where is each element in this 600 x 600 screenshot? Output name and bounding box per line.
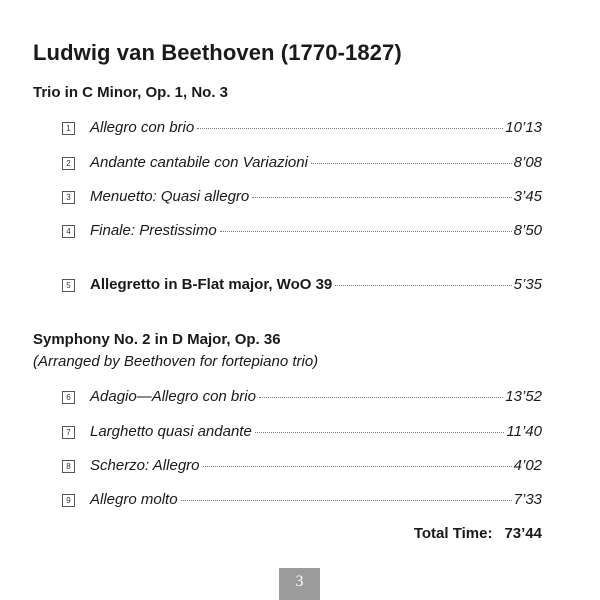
track-time: 10’13 [505, 119, 542, 136]
dot-leader [311, 163, 512, 164]
track-time: 4’02 [513, 457, 542, 474]
work-subtitle: (Arranged by Beethoven for fortepiano trio) [33, 353, 319, 370]
dot-leader [181, 500, 512, 501]
track-time: 8’50 [513, 222, 542, 239]
dot-leader [203, 466, 512, 467]
dot-leader [259, 397, 503, 398]
track-row [62, 457, 542, 477]
track-row [62, 119, 542, 139]
track-time: 7’33 [513, 491, 542, 508]
track-row [62, 388, 542, 408]
dot-leader [252, 197, 511, 198]
track-number: 2 [62, 157, 75, 170]
track-time: 13’52 [505, 388, 542, 405]
track-title: Andante cantabile con Variazioni [90, 154, 308, 171]
track-number: 6 [62, 391, 75, 404]
work-title-symphony: Symphony No. 2 in D Major, Op. 36 [33, 331, 281, 348]
track-number: 9 [62, 494, 75, 507]
track-number: 5 [62, 279, 75, 292]
track-number: 1 [62, 122, 75, 135]
track-title: Scherzo: Allegro [90, 457, 200, 474]
track-title: Allegretto in B-Flat major, WoO 39 [90, 276, 333, 293]
track-title: Allegro molto [90, 491, 178, 508]
work-title-trio: Trio in C Minor, Op. 1, No. 3 [33, 84, 229, 101]
track-number: 8 [62, 460, 75, 473]
track-title: Larghetto quasi andante [90, 423, 252, 440]
track-time: 3’45 [513, 188, 542, 205]
track-time: 5’35 [513, 276, 542, 293]
track-row [62, 188, 542, 208]
track-title: Menuetto: Quasi allegro [90, 188, 250, 205]
dot-leader [255, 432, 505, 433]
track-row [62, 423, 542, 443]
track-row [62, 276, 542, 296]
track-time: 11’40 [506, 423, 542, 440]
track-row [62, 222, 542, 242]
track-row [62, 154, 542, 174]
track-time: 8’08 [513, 154, 542, 171]
dot-leader [197, 128, 503, 129]
track-number: 4 [62, 225, 75, 238]
track-title: Finale: Prestissimo [90, 222, 217, 239]
track-title: Allegro con brio [90, 119, 195, 136]
composer-heading: Ludwig van Beethoven (1770-1827) [33, 40, 402, 65]
dot-leader [220, 231, 512, 232]
total-time-value: 73’44 [504, 525, 542, 542]
page-number-badge: 3 [279, 568, 320, 600]
track-number: 3 [62, 191, 75, 204]
track-row [62, 491, 542, 511]
total-time-label: Total Time: [413, 525, 493, 542]
track-number: 7 [62, 426, 75, 439]
dot-leader [335, 285, 511, 286]
total-time [414, 525, 542, 542]
track-title: Adagio—Allegro con brio [90, 388, 256, 405]
